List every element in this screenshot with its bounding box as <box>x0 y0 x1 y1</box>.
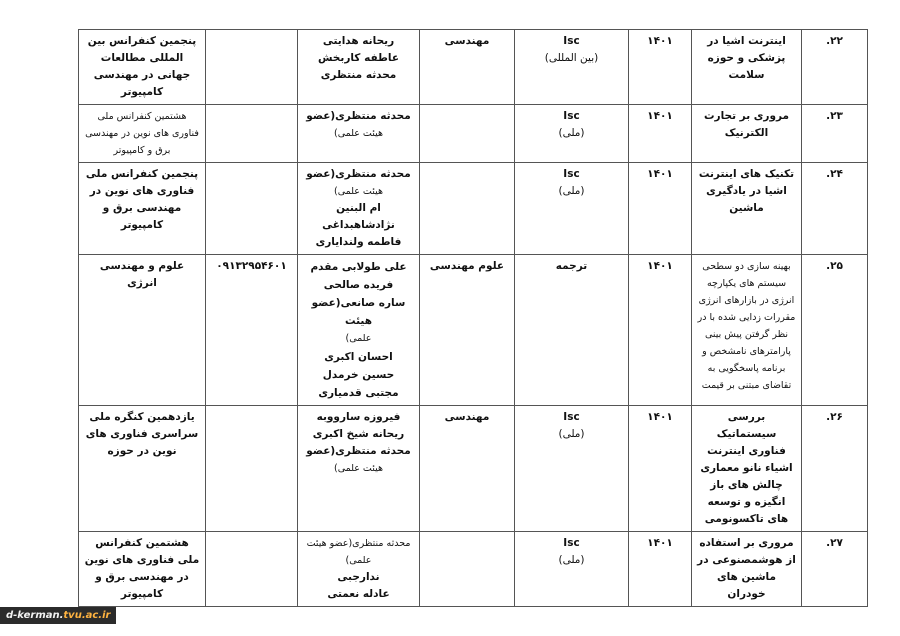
venue-cell: هشتمین کنفرانس ملی فناوری های نوین در مهندسی برق و کامپیوتر <box>79 105 206 163</box>
year-cell: ۱۴۰۱ <box>629 406 692 532</box>
table-row <box>79 163 868 255</box>
author-affiliation: علمی) <box>345 333 372 344</box>
type-scope: (ملی) <box>558 428 585 440</box>
field-cell <box>420 163 515 255</box>
authors-cell <box>298 406 420 532</box>
phone-cell <box>206 163 298 255</box>
table-row <box>79 532 868 607</box>
field-cell: مهندسی <box>420 406 515 532</box>
authors-cell <box>298 255 420 406</box>
author-name: عادله نعمتی <box>327 588 390 600</box>
author-name: محدثه منتظری(عضو هیئت <box>306 538 411 549</box>
author-name: فیروزه سارووبه <box>316 411 401 423</box>
phone-cell <box>206 406 298 532</box>
authors-cell <box>298 105 420 163</box>
paper-title: بهینه سازی دو سطحی سیستم های یکپارچه انرژی در بازارهای انرژی مقررات زدایی شده با در نظر گرفتن پیش بینی پارامترهای نامشخص و برنامه پاسخگویی به تقاضای مبتنی بر قیمت <box>692 255 802 406</box>
publications-table <box>78 29 868 607</box>
author-name: محدثه منتظری(عضو <box>306 445 411 457</box>
venue-cell: علوم و مهندسی انرژی <box>79 255 206 406</box>
author-name: ساره صانعی(عضو هیئت <box>311 297 406 327</box>
paper-title: مروری بر استفاده از هوشمصنوعی در ماشین های خودران <box>692 532 802 607</box>
watermark-domain: tvu.ac.ir <box>63 610 111 621</box>
type-scope: (ملی) <box>558 185 585 197</box>
year-cell: ۱۴۰۱ <box>629 105 692 163</box>
row-number: ۲۵. <box>802 255 868 406</box>
phone-cell <box>206 30 298 105</box>
author-name: ریحانه هدایتی <box>322 35 395 47</box>
type-label: Isc <box>563 35 580 47</box>
authors-cell <box>298 163 420 255</box>
authors-cell <box>298 532 420 607</box>
venue-cell: یازدهمین کنگره ملی سراسری فناوری های نوین در حوزه <box>79 406 206 532</box>
publication-type <box>515 163 629 255</box>
author-name: ندارجبی <box>337 571 380 583</box>
table-row <box>79 105 868 163</box>
year-cell: ۱۴۰۱ <box>629 532 692 607</box>
author-name: حسین خرمدل <box>322 369 395 381</box>
type-scope: (ملی) <box>558 554 585 566</box>
publication-type <box>515 255 629 406</box>
paper-title: بررسی سیستماتیک فناوری اینترنت اشیاء نانو معماری چالش های باز انگیزه و توسعه های تاکسونومی <box>692 406 802 532</box>
paper-title: مروری بر تجارت الکترنیک <box>692 105 802 163</box>
author-affiliation: هیئت علمی) <box>333 186 384 197</box>
author-name: فریده صالحی <box>323 279 394 291</box>
author-name: ام البنین نژادشاهبداغی <box>322 202 395 231</box>
type-scope: (ملی) <box>558 127 585 139</box>
year-cell: ۱۴۰۱ <box>629 255 692 406</box>
type-label: Isc <box>563 537 580 549</box>
paper-title: اینترنت اشیا در پزشکی و حوزه سلامت <box>692 30 802 105</box>
row-number: ۲۴. <box>802 163 868 255</box>
publication-type <box>515 406 629 532</box>
field-cell <box>420 532 515 607</box>
table-row <box>79 255 868 406</box>
field-cell <box>420 105 515 163</box>
author-name: محدثه منتظری(عضو <box>306 110 411 122</box>
type-label: Isc <box>563 411 580 423</box>
author-name: علی طولابی مقدم <box>310 261 407 273</box>
publication-type <box>515 105 629 163</box>
watermark-prefix: d-kerman. <box>6 610 64 621</box>
authors-cell <box>298 30 420 105</box>
type-scope: (بین المللی) <box>544 52 599 64</box>
site-watermark <box>0 607 116 624</box>
author-affiliation: علمی) <box>345 555 372 566</box>
venue-cell: پنجمین کنفرانس ملی فناوری های نوین در مهندسی برق و کامپیوتر <box>79 163 206 255</box>
row-number: ۲۲. <box>802 30 868 105</box>
year-cell: ۱۴۰۱ <box>629 30 692 105</box>
author-affiliation: هیئت علمی) <box>333 128 384 139</box>
phone-cell <box>206 105 298 163</box>
row-number: ۲۳. <box>802 105 868 163</box>
field-cell: علوم مهندسی <box>420 255 515 406</box>
venue-cell: هشتمین کنفرانس ملی فناوری های نوین در مهندسی برق و کامپیوتر <box>79 532 206 607</box>
publication-type <box>515 532 629 607</box>
author-name: مجتبی قدمیاری <box>318 387 399 399</box>
row-number: ۲۷. <box>802 532 868 607</box>
venue-cell: پنجمین کنفرانس بین المللی مطالعات جهانی در مهندسی کامپیوتر <box>79 30 206 105</box>
table-row <box>79 406 868 532</box>
author-name: عاطفه کاربخش <box>317 52 400 64</box>
row-number: ۲۶. <box>802 406 868 532</box>
author-name: محدثه منتظری <box>320 69 397 81</box>
year-cell: ۱۴۰۱ <box>629 163 692 255</box>
field-cell: مهندسی <box>420 30 515 105</box>
author-affiliation: هیئت علمی) <box>333 463 384 474</box>
author-name: محدثه منتظری(عضو <box>306 168 411 180</box>
author-name: فاطمه ولندایاری <box>315 236 402 248</box>
author-name: احسان اکبری <box>324 351 393 363</box>
type-label: Isc <box>563 110 580 122</box>
publication-type <box>515 30 629 105</box>
author-name: ریحانه شیخ اکبری <box>312 428 405 440</box>
type-label: ترجمه <box>555 260 588 272</box>
phone-cell: ۰۹۱۳۲۹۵۴۶۰۱ <box>206 255 298 406</box>
table-row <box>79 30 868 105</box>
phone-cell <box>206 532 298 607</box>
type-label: Isc <box>563 168 580 180</box>
paper-title: تکنیک های اینترنت اشیا در یادگیری ماشین <box>692 163 802 255</box>
